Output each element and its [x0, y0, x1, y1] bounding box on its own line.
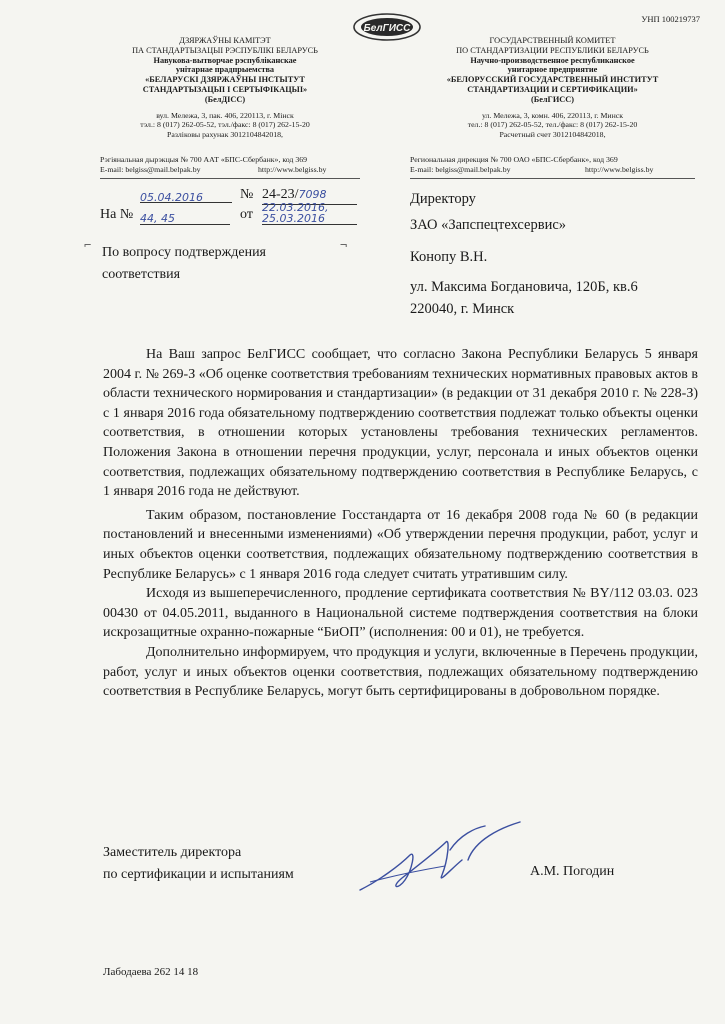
rh-line5: «БЕЛОРУССКИЙ ГОСУДАРСТВЕННЫЙ ИНСТИТУТ: [446, 75, 659, 85]
outgoing-number-hw: 7098: [298, 188, 327, 201]
lh-address: вул. Мележа, 3, пак. 406, 220113, г. Мінск: [156, 110, 294, 120]
ref-date-1: 22.03.2016,: [262, 201, 329, 214]
letter-body: [103, 345, 698, 702]
ref-date-2: 25.03.2016: [262, 213, 357, 225]
right-header: [410, 36, 695, 140]
addressee-street: ул. Максима Богдановича, 120Б, кв.6: [410, 279, 638, 295]
outgoing-date-line: [140, 188, 232, 203]
rh-line7: (БелГИСС): [530, 94, 575, 104]
subject-line2: соответствия: [102, 267, 181, 282]
outgoing-number: 24-23/: [262, 187, 299, 202]
rh-line2: ПО СТАНДАРТИЗАЦИИ РЕСПУБЛИКИ БЕЛАРУСЬ: [456, 45, 649, 55]
performer-line: Лабодаева 262 14 18: [103, 966, 199, 978]
rh-line1: ГОСУДАРСТВЕННЫЙ КОМИТЕТ: [489, 36, 616, 45]
addressee-name: Конопу В.Н.: [410, 249, 488, 265]
rh-address: ул. Мележа, 3, комн. 406, 220113, г. Минск: [481, 110, 623, 120]
lh-email: E-mail: belgiss@mail.belpak.by: [100, 165, 201, 174]
handwritten-signature: [350, 820, 530, 905]
outgoing-number-label: №: [240, 187, 254, 202]
lh-web: http://www.belgiss.by: [258, 165, 327, 174]
lh-line7: (БелДІСС): [204, 94, 246, 104]
lh-phone: тэл.: 8 (017) 262-05-52, тэл./факс: 8 (017) 262-15-20: [140, 120, 310, 130]
lh-line1: ДЗЯРЖАЎНЫ КАМІТЭТ: [179, 36, 271, 45]
signer-title-1: Заместитель директора: [103, 845, 242, 860]
body-paragraph: На Ваш запрос БелГИСС сообщает, что согласно Закона Республики Беларусь 5 января 2004 г. № 269-З «Об оценке соответствия требованиям технических нормативных правовых актов в области технического нормирования и стандартизации» (в редакции от 31 декабря 2010 г. № 228-З) с 1 января 2016 года обязательному подтверждению соответствия подлежат только объекты оценки соответствия, в отношении которых установлены требования технических регламентов. Положения Закона в отношении перечня продукции, услуг, персонала и иных объектов оценки соответствия, подлежащих обязательному подтверждению соответствия в Республике Беларусь, с 1 января 2016 года не действуют.: [103, 347, 698, 500]
ref-number-line: [140, 209, 230, 225]
rh-account: Расчетный счет 3012104842018,: [499, 130, 606, 140]
rh-bank: Региональная дирекция № 700 ОАО «БПС-Сбербанк», код 369: [410, 155, 618, 164]
rh-email: E-mail: belgiss@mail.belpak.by: [410, 165, 511, 174]
signer-position: [103, 842, 294, 886]
addressee-company: ЗАО «Запспецтехсервис»: [410, 217, 567, 233]
ref-number: 44, 45: [140, 212, 175, 225]
signer-title-2: по сертификации и испытаниям: [103, 867, 294, 882]
ref-date-label: от: [240, 207, 253, 222]
lh-line3: Навукова-вытворчае рэспубліканскае: [153, 55, 297, 65]
body-paragraph: Исходя из вышеперечисленного, продление сертификата соответствия № BY/112 03.03. 023 00430 от 04.05.2011, выданного в Национальной системе подтверждения соответствия на блоки искрозащитные охранно-пожарные “БиОП” (исполнения: 00 и 01), не требуется.: [103, 586, 698, 641]
rh-line4: унитарное предприятие: [507, 65, 598, 75]
signer-name: А.М. Погодин: [530, 864, 615, 879]
left-header: [90, 36, 360, 140]
subject-line1: По вопросу подтверждения: [102, 245, 267, 260]
body-paragraph: Таким образом, постановление Госстандарта от 16 декабря 2008 года № 60 (в редакции постановлений и внесенными изменениями) «Об утверждении перечня продукции, работ, услуг и иных объектов оценки соответствия, подлежащих обязательному подтверждению соответствия в Республике Беларусь» с 1 января 2016 года следует считать утратившим силу.: [103, 507, 698, 582]
ref-number-label: На №: [100, 207, 134, 222]
rh-phone: тел.: 8 (017) 262-05-52, тел./факс: 8 (017) 262-15-20: [467, 120, 638, 130]
subject-corner-right: ¬: [340, 238, 348, 252]
subject-block: [102, 242, 342, 286]
subject-corner-left: ⌐: [84, 238, 92, 252]
ref-date-block: [262, 203, 357, 225]
addressee-title: Директору: [410, 191, 476, 207]
unp-number: УНП 100219737: [641, 14, 700, 24]
lh-line4: унітарнае прадпрыемства: [175, 65, 275, 75]
outgoing-date: 05.04.2016: [140, 191, 203, 204]
lh-bank: Рэгіянальная дырэкцыя № 700 ААТ «БПС-Сбербанк», код 369: [100, 155, 308, 164]
addressee-city: 220040, г. Минск: [410, 301, 515, 317]
lh-line5: «БЕЛАРУСКІ ДЗЯРЖАЎНЫ ІНСТЫТУТ: [145, 75, 305, 85]
logo-text: БелГИСС: [363, 23, 411, 34]
addressee-block: [410, 186, 638, 320]
lh-account: Разліковы рахунак 3012104842018,: [167, 130, 283, 140]
rh-line3: Научно-производственное республиканское: [470, 55, 635, 65]
lh-line6: СТАНДАРТЫЗАЦЫІ І СЕРТЫФІКАЦЫІ»: [142, 84, 308, 94]
left-divider: [100, 178, 360, 179]
right-divider: [410, 178, 695, 179]
body-paragraph: Дополнительно информируем, что продукция и услуги, включенные в Перечень продукции, работ, услуг и иных объектов оценки соответствия, подлежащих обязательному подтверждению соответствия в Республике Беларусь, могут быть сертифицированы в добровольном порядке.: [103, 644, 698, 700]
lh-line2: ПА СТАНДАРТЫЗАЦЫІ РЭСПУБЛІКІ БЕЛАРУСЬ: [132, 45, 318, 55]
rh-line6: СТАНДАРТИЗАЦИИ И СЕРТИФИКАЦИИ»: [467, 84, 638, 94]
rh-web: http://www.belgiss.by: [585, 165, 654, 174]
